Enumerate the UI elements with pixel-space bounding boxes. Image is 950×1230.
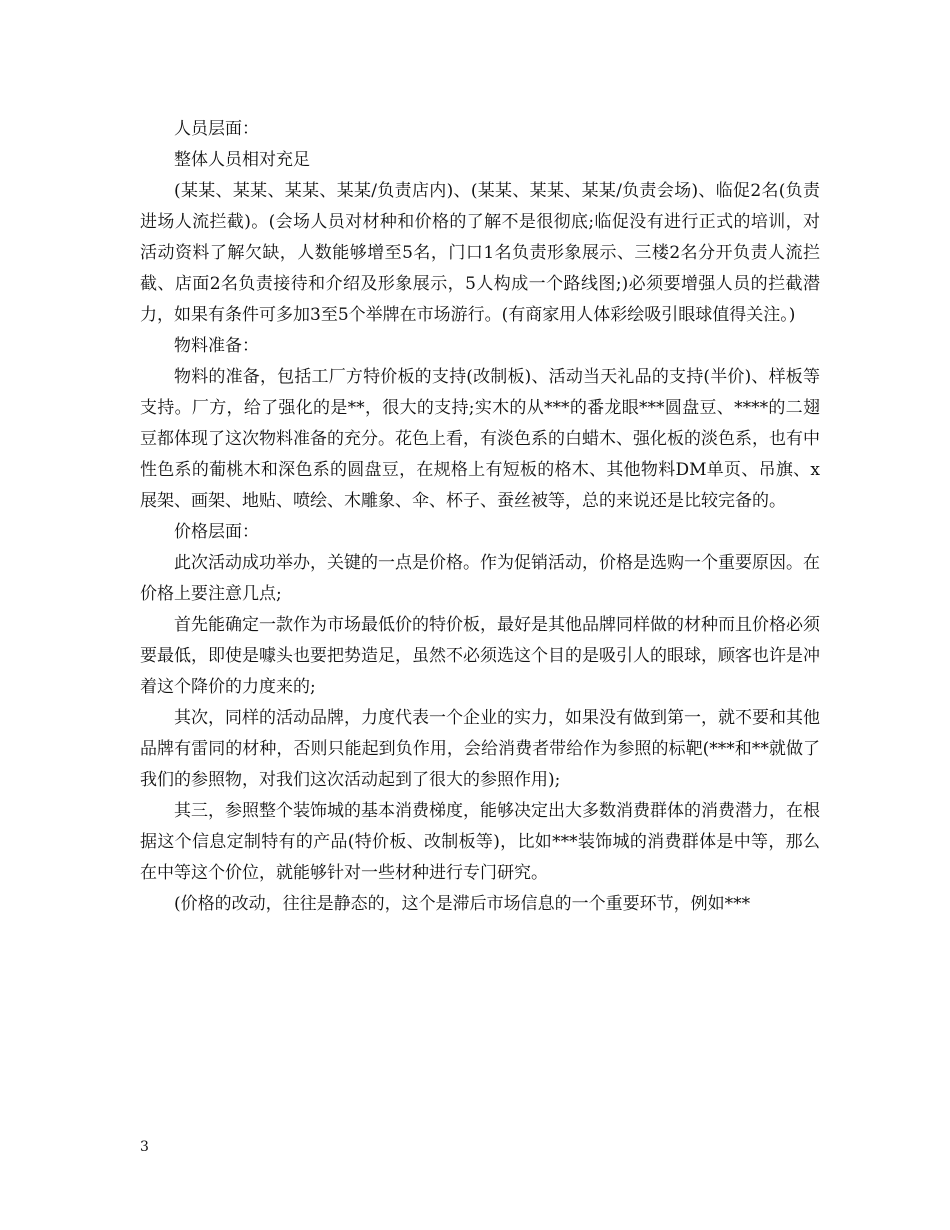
paragraph-personnel-detail: (某某、某某、某某、某某/负责店内)、(某某、某某、某某/负责会场)、临促2名(负责进场人流拦截)。(会场人员对材种和价格的了解不是很彻底;临促没有进行正式的培训，对活动资料了解欠缺，人数能够增至5名，门口1名负责形象展示、三楼2名分开负责人流拦截、店面2名负责接待和介绍及形象展示，5人构成一个路线图;)必须要增强人员的拦截潜力，如果有条件可多加3至5个举牌在市场游行。(有商家用人体彩绘吸引眼球值得关注。) xyxy=(140,181,820,325)
paragraph-personnel-summary: 整体人员相对充足 xyxy=(174,150,310,170)
paragraph-price-second: 其次，同样的活动品牌，力度代表一个企业的实力，如果没有做到第一，就不要和其他品牌有雷同的材种，否则只能起到负作用，会给消费者带给作为参照的标靶(***和**就做了我们的参照物，对我们这次活动起到了很大的参照作用); xyxy=(140,708,820,790)
paragraph-price-third: 其三，参照整个装饰城的基本消费梯度，能够决定出大多数消费群体的消费潜力，在根据这个信息定制特有的产品(特价板、改制板等)，比如***装饰城的消费群体是中等，那么在中等这个价位，就能够针对一些材种进行专门研究。 xyxy=(140,801,820,883)
heading-price: 价格层面： xyxy=(174,522,259,542)
heading-personnel: 人员层面： xyxy=(174,119,259,139)
heading-materials: 物料准备： xyxy=(174,336,259,356)
paragraph-price-first: 首先能确定一款作为市场最低价的特价板，最好是其他品牌同样做的材种而且价格必须要最低，即使是噱头也要把势造足，虽然不必须选这个目的是吸引人的眼球，顾客也许是冲着这个降价的力度来的; xyxy=(140,615,820,697)
document-body xyxy=(140,114,820,920)
page-number: 3 xyxy=(140,1139,149,1155)
paragraph-price-intro: 此次活动成功举办，关键的一点是价格。作为促销活动，价格是选购一个重要原因。在价格上要注意几点; xyxy=(140,553,820,604)
paragraph-price-change: (价格的改动，往往是静态的，这个是滞后市场信息的一个重要环节，例如*** xyxy=(174,894,751,914)
paragraph-materials: 物料的准备，包括工厂方特价板的支持(改制板)、活动当天礼品的支持(半价)、样板等支持。厂方，给了强化的是**，很大的支持;实木的从***的番龙眼***圆盘豆、****的二翅豆都体现了这次物料准备的充分。花色上看，有淡色系的白蜡木、强化板的淡色系，也有中性色系的葡桃木和深色系的圆盘豆，在规格上有短板的格木、其他物料DM单页、吊旗、x展架、画架、地贴、喷绘、木雕象、伞、杯子、蚕丝被等，总的来说还是比较完备的。 xyxy=(140,367,820,511)
